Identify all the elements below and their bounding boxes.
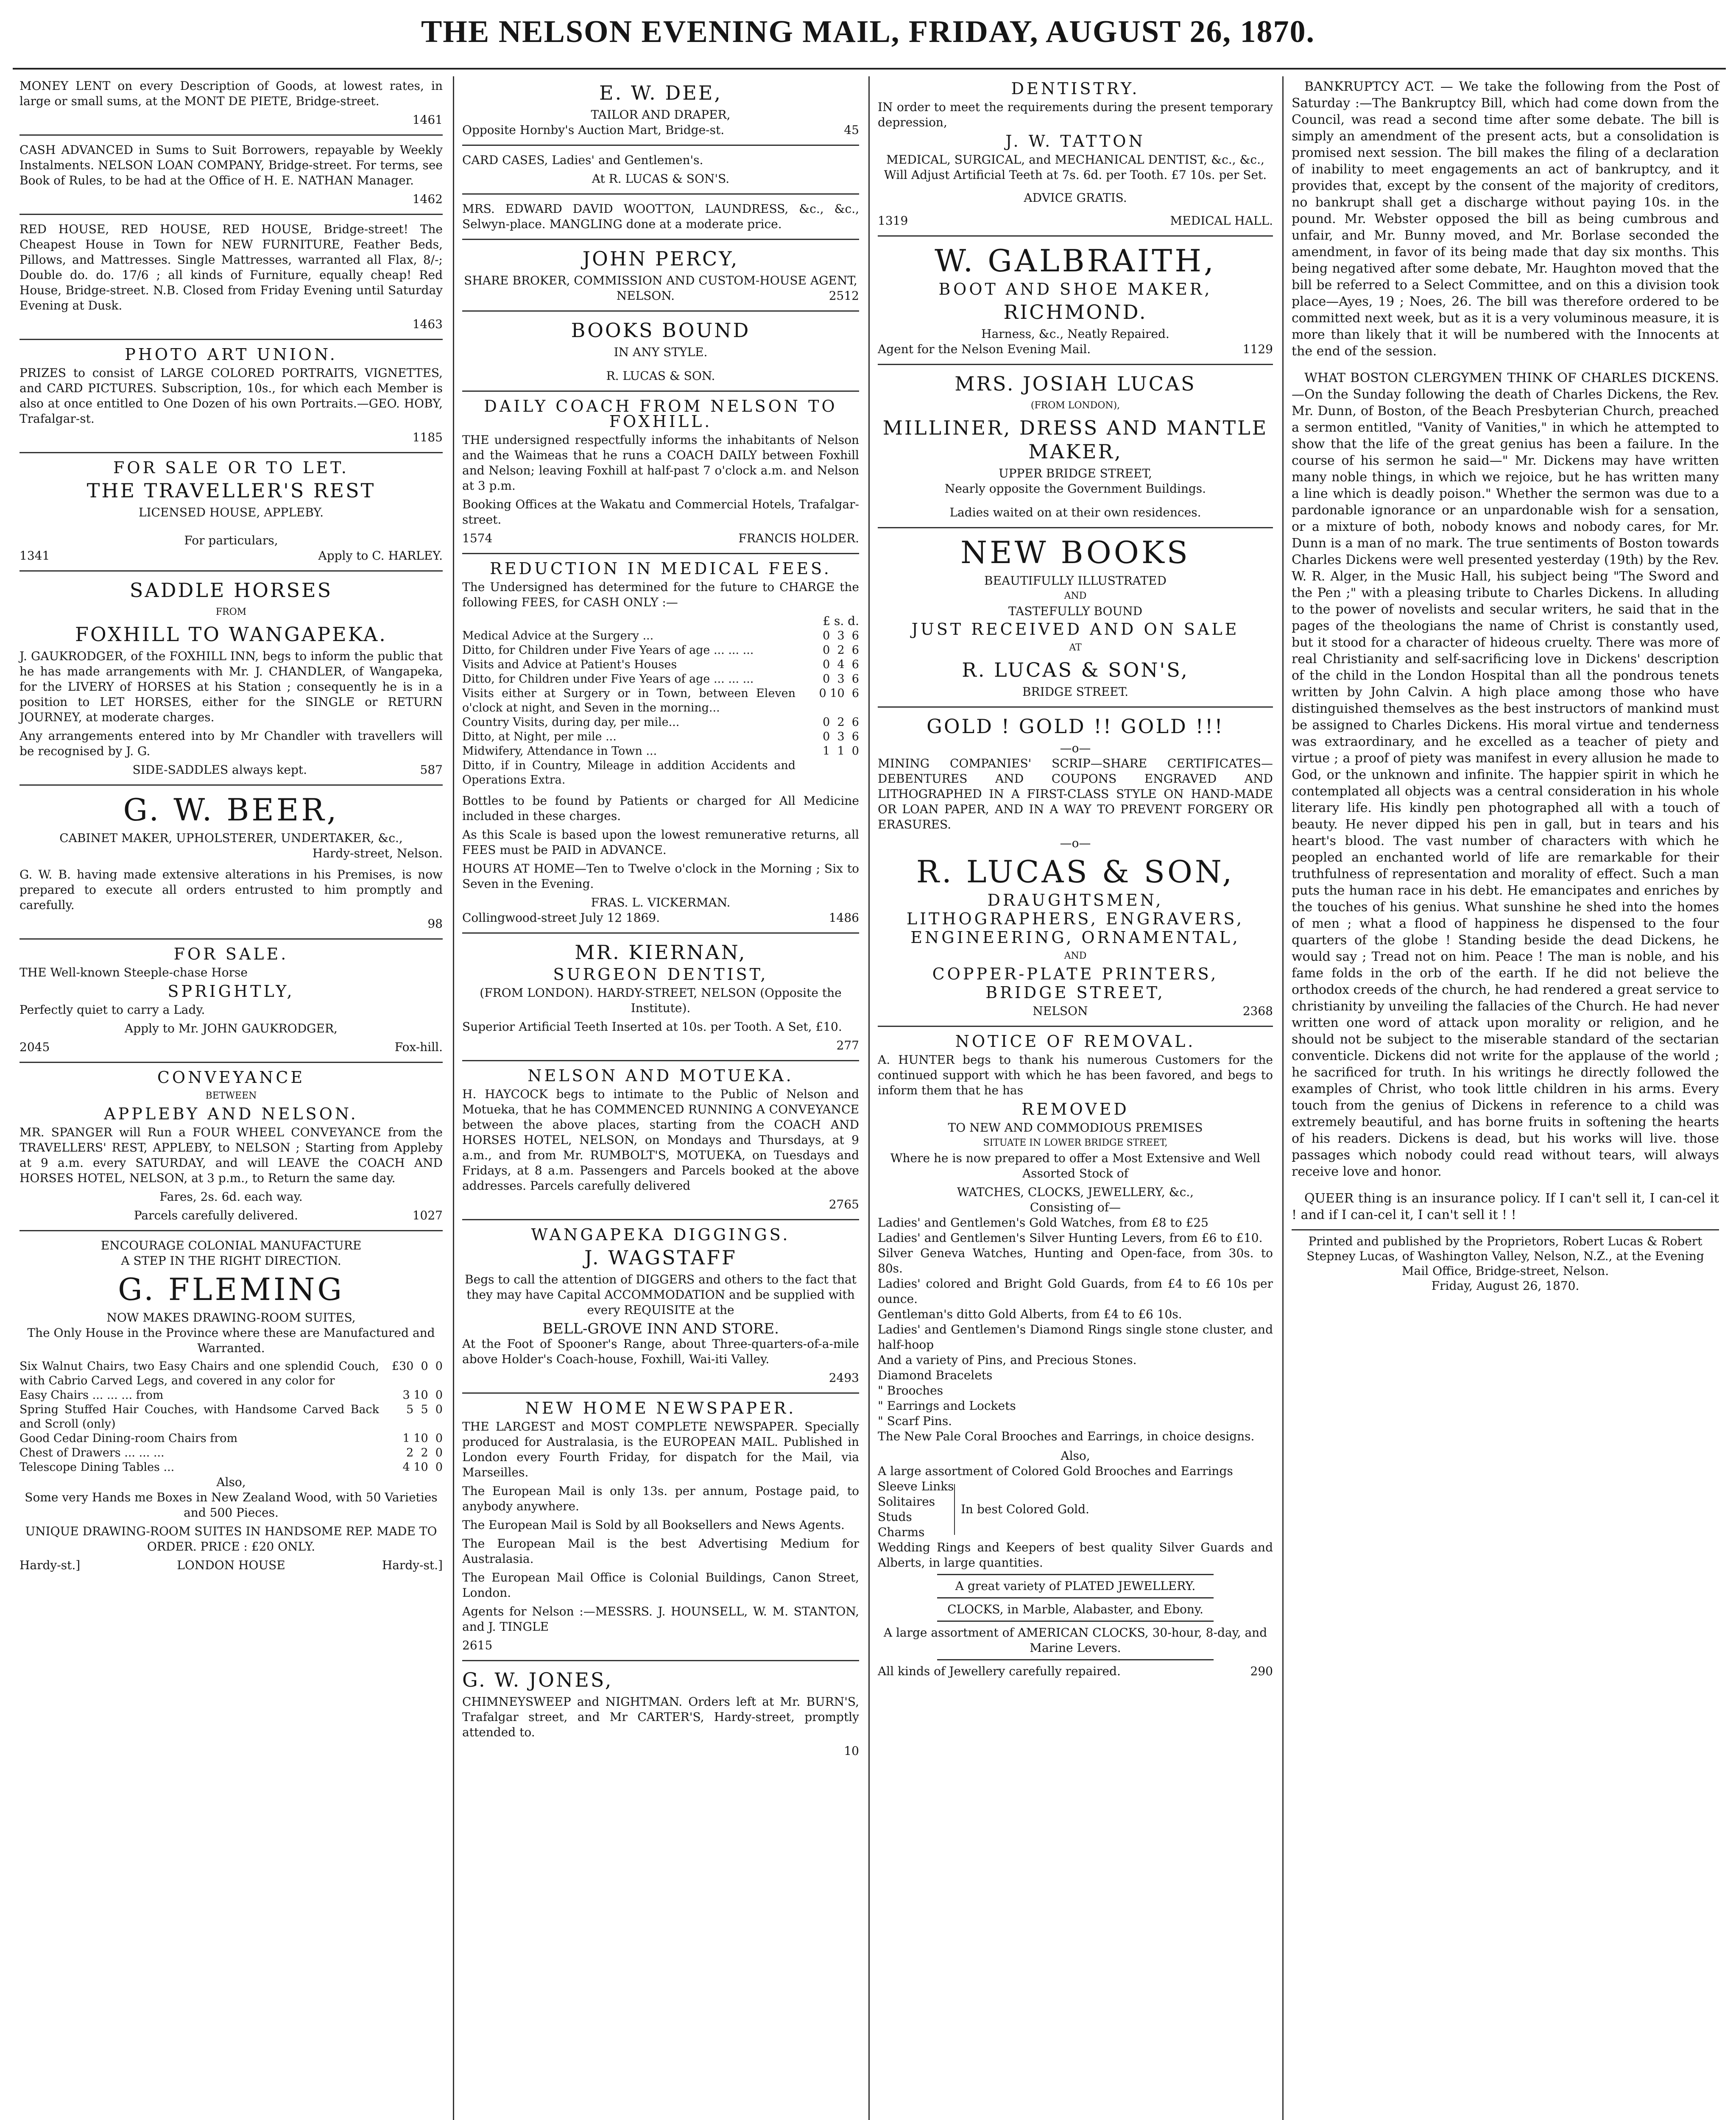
ad-saddle-horses: SADDLE HORSES FROM FOXHILL TO WANGAPEKA. J. GAUKRODGER, of the FOXHILL INN, begs to inform the public that he has made arrangements with Mr. J. CHANDLER, of Wangapeka, for the LIVERY of HORSES at his Station ; consequently he is in a position to LET HORSES, either for the SINGLE or RETURN JOURNEY, at moderate charges. Any arrangements entered into by Mr Chandler with travellers will be recognised by J. G. SIDE-SADDLES always kept. 587 (20, 579, 443, 777)
divider (20, 134, 443, 136)
page-title: THE NELSON EVENING MAIL, FRIDAY, AUGUST 26, 1870. (421, 14, 1315, 49)
divider (20, 1230, 443, 1231)
ad-heading: FOR SALE. (173, 945, 289, 963)
divider (20, 570, 443, 572)
list-item: Diamond Bracelets (878, 1368, 993, 1382)
column-divider (1282, 76, 1284, 2120)
news-paragraph-insurance: QUEER thing is an insurance policy. If I can't sell it, I can-cel it ! and if I can-cel it, I can't sell it ! ! (1292, 1191, 1719, 1222)
table-row: Ditto, for Children under Five Years of age ... ... ... 0 2 6 (462, 644, 859, 657)
column-4 (1285, 78, 1726, 2120)
ad-books-bound: BOOKS BOUND IN ANY STYLE. R. LUCAS & SON. (571, 319, 751, 383)
ad-cash-advanced: CASH ADVANCED in Sums to Suit Borrowers, repayable by Weekly Instalments. NELSON LOAN COMPANY, Bridge-street. For terms, see Book of Rules, to be had at the Office of H. E. NATHAN Manager. 1462 (20, 143, 443, 206)
ad-notice-of-removal: NOTICE OF REMOVAL. A. HUNTER begs to thank his numerous Customers for the continued support with which he has been favored, and begs to inform them that he has REMOVED TO NEW AND COMMODIOUS PREMISES SITUATE IN LOWER BRIDGE STREET, Where he is now prepared to offer a Most Extensive and Well Assorted Stock of WATCHES, CLOCKS, JEWELLERY, &c., Consisting of— Ladies' and Gentlemen's Gold Watches, from £8 to £25 Ladies' and Gentlemen's Silver Hunting Levers, from £6 to £10. Silver Geneva Watches, Hunting and Open-face, from 30s. to 80s. Ladies' colored and Bright Gold Guards, from £4 to £6 10s per ounce. Gentleman's ditto Gold Alberts, from £4 to £6 10s. Ladies' and Gentlemen's Diamond Rings single stone cluster, and half-hoop And a variety of Pins, and Precious Stones. Diamond Bracelets " Brooches " Earrings and Lockets " Scarf Pins. The New Pale Coral Brooches and Earrings, in choice designs. Also, A large assortment of Colored Gold Brooches and Earrings Sleeve Links Solitaires Studs Charms In best Colored Gold. Wedding Rings and Keepers of best quality Silver Guards and Alberts, in large quantities. A great variety of PLATED JEWELLERY. CLOCKS, in Marble, Alabaster, and Ebony. A large assortment of AMERICAN CLOCKS, 30-hour, 8-day, and Marine Levers. All kinds of Jewellery carefully repaired. 290 (878, 1032, 1273, 1678)
divider (462, 553, 859, 554)
list-item: Gentleman's ditto Gold Alberts, from £4 to £6 10s. (878, 1307, 1182, 1321)
list-item: Ladies' and Gentlemen's Diamond Rings single stone cluster, and half-hoop (878, 1322, 1273, 1352)
ad-photo-art-union: PHOTO ART UNION. PRIZES to consist of LARGE COLORED PORTRAITS, VIGNETTES, and CARD PICTURES. Subscription, 10s., for which each Member is also at once entitled to One Dozen of his own Portraits.—GEO. HOBY, Trafalgar-st. 1185 (20, 345, 443, 444)
list-item: " Earrings and Lockets (878, 1399, 1016, 1413)
list-item: Ladies' colored and Bright Gold Guards, from £4 to £6 10s per ounce. (878, 1277, 1273, 1306)
divider (462, 1660, 859, 1661)
table-row: Visits either at Surgery or in Town, between Eleven o'clock at night, and Seven in the morning... 0 10 6 (462, 687, 859, 714)
news-paragraph-bankruptcy: BANKRUPTCY ACT. — We take the following from the Post of Saturday :—The Bankruptcy Bill, which had come down from the Council, was read a second time after some debate. The bill is simply an amendment of the present acts, but a consolidation is promised next session. The bill makes the filing of a declaration of inability to meet engagements an act of bankruptcy, and it provides that, except by the consent of the majority of creditors, no bankrupt shall get a discharge without paying 10s. in the pound. Mr. Webster opposed the bill as being cumbrous and unfair, and Mr. Bunny moved, and Mr. Borlase seconded the amendment, in favor of its being made that day six months. This being negatived after some debate, Mr. Haughton moved that the bill be referred to a Select Committee, and on this a division took place—Ayes, 19 ; Noes, 26. The bill was therefore ordered to be committed next week, but as it is a very voluminous measure, it is more than likely that it will be numbered with the Innocents at the end of the session. (1292, 79, 1719, 359)
divider (20, 339, 443, 340)
table-row: Ditto, for Children under Five Years of age ... ... ... 0 3 6 (462, 672, 859, 686)
divider (20, 784, 443, 786)
ad-sprightly: FOR SALE. THE Well-known Steeple-chase Horse SPRIGHTLY, Perfectly quiet to carry a Lady. Apply to Mr. JOHN GAUKRODGER, 2045 Fox-hill. (20, 945, 443, 1054)
masthead-rule (13, 68, 1726, 70)
ad-card-cases: CARD CASES, Ladies' and Gentlemen's. At R. LUCAS & SON'S. (462, 153, 730, 186)
ad-travellers-rest: FOR SALE OR TO LET. THE TRAVELLER'S REST LICENSED HOUSE, APPLEBY. For particulars, 1341 Apply to C. HARLEY. (20, 458, 443, 563)
divider (878, 364, 1273, 365)
divider (878, 1026, 1273, 1027)
ad-beer: G. W. BEER, CABINET MAKER, UPHOLSTERER, UNDERTAKER, &c., Hardy-street, Nelson. G. W. B. having made extensive alterations in his Premises, is now prepared to execute all orders entrusted to him promptly and carefully. 98 (20, 792, 443, 931)
table-row: Visits and Advice at Patient's Houses 0 4 6 (462, 658, 859, 671)
table-row: Chest of Drawers ... ... ... 2 2 0 (20, 1446, 443, 1459)
divider (462, 145, 859, 146)
ad-heading: NEW HOME NEWSPAPER. (525, 1399, 796, 1417)
list-item: " Brooches (878, 1384, 943, 1398)
ad-new-home-newspaper: NEW HOME NEWSPAPER. THE LARGEST and MOST COMPLETE NEWSPAPER. Specially produced for Australasia, is the EUROPEAN MAIL. Published in London every Fourth Friday, for dispatch for the Mail, via Marseilles. The European Mail is only 13s. per annum, Postage paid, to anybody anywhere. The European Mail is Sold by all Booksellers and News Agents. The European Mail is the best Advertising Medium for Australasia. The European Mail Office is Colonial Buildings, Canon Street, London. Agents for Nelson :—MESSRS. J. HOUNSELL, W. M. STANTON, and J. TINGLE 2615 (462, 1399, 859, 1652)
column-divider (868, 76, 870, 2120)
ad-red-house: RED HOUSE, RED HOUSE, RED HOUSE, Bridge-street! The Cheapest House in Town for NEW FURNITURE, Feather Beds, Pillows, and Mattresses. Single Mattresses, warranted all Flax, 8/-; Double do. do. 17/6 ; all kinds of Furniture, equally cheap! Red House, Bridge-street. N.B. Closed from Friday Evening until Saturday Evening at Dusk. 1463 (20, 222, 443, 331)
ad-heading: FOR SALE OR TO LET. (113, 458, 349, 477)
column-1 (13, 78, 449, 2120)
table-row: Telescope Dining Tables ... 4 10 0 (20, 1461, 443, 1474)
divider (462, 1060, 859, 1061)
table-row: Spring Stuffed Hair Couches, with Handsome Carved Back and Scroll (only) 5 5 0 (20, 1403, 443, 1431)
list-item: Ladies' and Gentlemen's Silver Hunting Levers, from £6 to £10. (878, 1231, 1263, 1245)
list-item: Ladies' and Gentlemen's Gold Watches, from £8 to £25 (878, 1216, 1209, 1230)
divider (878, 235, 1273, 237)
table-row: Ditto, if in Country, Mileage in addition Accidents and Operations Extra. (462, 759, 795, 787)
list-item: And a variety of Pins, and Precious Stones. (878, 1353, 1137, 1367)
table-row: Easy Chairs ... ... ... from 3 10 0 (20, 1389, 443, 1402)
ad-kiernan: MR. KIERNAN, SURGEON DENTIST, (FROM LONDON). HARDY-STREET, NELSON (Opposite the Institute). Superior Artificial Teeth Inserted at 10s. per Tooth. A Set, £10. 277 (462, 941, 859, 1052)
news-column (1292, 78, 1719, 1223)
divider (878, 527, 1273, 528)
ad-heading: NOTICE OF REMOVAL. (955, 1032, 1196, 1051)
ad-gold: GOLD ! GOLD !! GOLD !!! —o— MINING COMPANIES' SCRIP—SHARE CERTIFICATES—DEBENTURES AND COUPONS ENGRAVED AND LITHOGRAPHED IN A FIRST-CLASS STYLE ON HAND-MADE OR LOAN PAPER, AND IN A WAY TO PREVENT FORGERY OR ERASURES. —o— R. LUCAS & SON, DRAUGHTSMEN, LITHOGRAPHERS, ENGRAVERS, ENGINEERING, ORNAMENTAL, AND COPPER-PLATE PRINTERS, BRIDGE STREET, NELSON 2368 (878, 715, 1273, 1018)
divider (462, 310, 859, 312)
table-row: Good Cedar Dining-room Chairs from 1 10 0 (20, 1432, 443, 1445)
ad-percy: JOHN PERCY, SHARE BROKER, COMMISSION AND CUSTOM-HOUSE AGENT, NELSON. 2512 (464, 247, 859, 303)
column-3 (871, 78, 1280, 2120)
table-row: Midwifery, Attendance in Town ... 1 1 0 (462, 745, 859, 758)
ad-heading: NELSON AND MOTUEKA. (527, 1066, 794, 1085)
news-paragraph-dickens: WHAT BOSTON CLERGYMEN THINK OF CHARLES DICKENS.—On the Sunday following the death of Charles Dickens, the Rev. Mr. Dunn, of Boston, of the Beach Presbyterian Church, preached a sermon entitled, "Vanity of Vanities," in which he attempted to show that the life of the great genius has been a failure. In the course of his sermon he said—" Mr. Dickens may have written many noble things, in which we rejoice, but he has written many a line which is deadly poison." Whether the sermon was due to a pardonable ignorance or an unpardonable wish for a sensation, or a mixture of both, nobody knows and nobody cares, for Mr. Dunn is a man of no mark. The true sentiments of Boston towards Charles Dickens were well presented yesterday (19th) by the Rev. W. R. Alger, in the Music Hall, his subject being "The Sword and the Pen ;" with a pleasing tribute to Charles Dickens. In alluding to the power of novelists and secular writers, he said that in the pages of the theologians the name of Christ is constantly used, but it stood for a character of hideous cruelty. There was more of real Christianity and self-sacrificing love in Dickens' description of the child in the London Hospital than all the pondrous tenets written by John Calvin. A high place among those who have distinguished themselves as the best instructors of mankind must be assigned to Charles Dickens. His moral virtue and tenderness was extraordinary, and he excelled as a teacher of piety and virtue ; a proof of piety was manifest in every allusion he made to God, or the unknown and infinite. The happier spirit in which he contemplated all objects was a central consideration in his whole literary life. His kindly pen photographed all with a touch of beauty. He never dipped his pen in gall, but in tears and his heart's blood. The vast number of characters with which he peopled an enchanted world of life are remarkable for their truthfulness of representation and morality of effect. Such a man puts the human race in his debt. He emancipates and enriches by the touches of his genius. What sunshine he shed into the homes of men ; what a flood of happiness he dispensed to the four quarters of the globe ! Standing beside the dead Dickens, he would say ; Tread not on him. Peace ! The man is noble, and his fame folds in the orb of the earth. If he did not believe the orthodox creeds of the church, he had rendered a great service to christianity by unveiling the fallacies of the Church. He had never written one word of attack upon morality or religion, and he should not be subject to the miserable standard of the sectarian conventicle. Dickens did not write for the applause of the world ; he sacrificed for truth. In his writings he directly followed the examples of Christ, who took little children in his arms. Every touch from the genius of Dickens in reference to a child was extremely beautiful, and has borne fruits in softening the hearts of his readers. Dickens is dead, but his works will live. those passages which nobody could read without tears, will always receive love and honor. (1292, 371, 1719, 1179)
fees-table (462, 629, 859, 787)
column-2 (455, 78, 866, 2120)
list-item: Silver Geneva Watches, Hunting and Open-face, from 30s. to 80s. (878, 1246, 1273, 1275)
ad-heading: DAILY COACH FROM NELSON TO FOXHILL. (484, 397, 837, 431)
divider (878, 706, 1273, 708)
table-row: Country Visits, during day, per mile... 0 2 6 (462, 716, 859, 729)
ad-galbraith: W. GALBRAITH, BOOT AND SHOE MAKER, RICHMOND. Harness, &c., Neatly Repaired. Agent for the Nelson Evening Mail. 1129 (878, 243, 1273, 356)
divider (462, 193, 859, 195)
ad-jones: G. W. JONES, CHIMNEYSWEEP and NIGHTMAN. Orders left at Mr. BURN'S, Trafalgar street, and Mr CARTER'S, Hardy-street, promptly attended to. 10 (462, 1668, 859, 1758)
ad-conveyance: CONVEYANCE BETWEEN APPLEBY AND NELSON. MR. SPANGER will Run a FOUR WHEEL CONVEYANCE from the TRAVELLERS' REST, APPLEBY, to NELSON ; Starting from Appleby at 9 a.m. every SATURDAY, and will LEAVE the COACH AND HORSES HOTEL, NELSON, at 3 p.m., to Return the same day. Fares, 2s. 6d. each way. Parcels carefully delivered. 1027 (20, 1068, 443, 1222)
divider (462, 1219, 859, 1220)
divider (462, 391, 859, 392)
ad-money-lent: MONEY LENT on every Description of Goods, at lowest rates, in large or small sums, at the MONT DE PIETE, Bridge-street. 1461 (20, 79, 443, 127)
ad-heading: REDUCTION IN MEDICAL FEES. (490, 559, 832, 578)
ad-new-books: NEW BOOKS BEAUTIFULLY ILLUSTRATED AND TASTEFULLY BOUND JUST RECEIVED AND ON SALE AT R. LUCAS & SON'S, BRIDGE STREET. (911, 535, 1239, 699)
divider (20, 938, 443, 940)
ad-daily-coach: DAILY COACH FROM NELSON TO FOXHILL. THE undersigned respectfully informs the inhabitants of Nelson and the Waimeas that he runs a COACH DAILY between Foxhill and Nelson; leaving Foxhill at half-past 7 o'clock a.m. and Nelson at 3 p.m. Booking Offices at the Wakatu and Commercial Hotels, Trafalgar-street. 1574 FRANCIS HOLDER. (462, 397, 859, 545)
column-divider (453, 76, 454, 2120)
divider (20, 214, 443, 215)
ad-dentistry: DENTISTRY. IN order to meet the requirements during the present temporary depression, J. W. TATTON MEDICAL, SURGICAL, and MECHANICAL DENTIST, &c., &c., Will Adjust Artificial Teeth at 7s. 6d. per Tooth. £7 10s. per Set. ADVICE GRATIS. 1319 MEDICAL HALL. (878, 79, 1273, 228)
imprint: Printed and published by the Proprietors, Robert Lucas & Robert Stepney Lucas, of Washington Valley, Nelson, N.Z., at the Evening Mail Office, Bridge-street, Nelson. Friday, August 26, 1870. (1292, 1229, 1719, 1293)
masthead (0, 0, 1736, 64)
price-table (20, 1359, 443, 1475)
divider (20, 452, 443, 453)
ad-medical-fees: REDUCTION IN MEDICAL FEES. The Undersigned has determined for the future to CHARGE the following FEES, for CASH ONLY :— £ s. d. Medical Advice at the Surgery ... 0 3 6 Ditto, for Children under Five Years of age ... ... ... 0 2 6 Visits and Advice at Patient's Houses 0 4 6 Ditto, for Children under Five Years of age ... ... ... 0 3 6 Visits either at Surgery or in Town, between Eleven o'clock at night, and Seven in the morning... 0 10 6 Country Visits, during day, per mile... 0 2 6 Ditto, at Night, per mile ... 0 3 6 Midwifery, Attendance in Town ... 1 1 0 Ditto, if in Country, Mileage in addition Accidents and Operations Extra. Bottles to be found by Patients or charged for All Medicine included in these charges. As this Scale is based upon the lowest remunerative returns, all FEES must be PAID in ADVANCE. HOURS AT HOME—Ten to Twelve o'clock in the Morning ; Six to Seven in the Evening. FRAS. L. VICKERMAN. Collingwood-street July 12 1869. 1486 (462, 559, 859, 925)
ad-heading: PHOTO ART UNION. (125, 345, 338, 364)
ad-wangapeka: WANGAPEKA DIGGINGS. J. WAGSTAFF Begs to call the attention of DIGGERS and others to the fact that they may have Capital ACCOMMODATION and be supplied with every REQUISITE at the BELL-GROVE INN AND STORE. At the Foot of Spooner's Range, about Three-quarters-of-a-mile above Holder's Coach-house, Foxhill, Wai-iti Valley. 2493 (462, 1225, 859, 1385)
divider (462, 932, 859, 934)
ad-wootton: MRS. EDWARD DAVID WOOTTON, LAUNDRESS, &c., &c., Selwyn-place. MANGLING done at a moderate price. (462, 202, 859, 231)
ad-motueka: NELSON AND MOTUEKA. H. HAYCOCK begs to intimate to the Public of Nelson and Motueka, that he has COMMENCED RUNNING A CONVEYANCE between the above places, starting from the COACH AND HORSES HOTEL, NELSON, on Mondays and Thursdays, at 9 a.m., and from Mr. RUMBOLT'S, MOTUEKA, on Tuesdays and Fridays, at 8 a.m. Passengers and Parcels booked at the above addresses. Parcels carefully delivered 2765 (462, 1066, 859, 1211)
list-item: The New Pale Coral Brooches and Earrings, in choice designs. (878, 1429, 1255, 1443)
table-row: Six Walnut Chairs, two Easy Chairs and one splendid Couch, with Cabrio Carved Legs, and covered in any color for £30 0 0 (20, 1360, 443, 1387)
ad-fleming: ENCOURAGE COLONIAL MANUFACTURE A STEP IN THE RIGHT DIRECTION. G. FLEMING NOW MAKES DRAWING-ROOM SUITES, The Only House in the Province where these are Manufactured and Warranted. Six Walnut Chairs, two Easy Chairs and one splendid Couch, with Cabrio Carved Legs, and covered in any color for £30 0 0 Easy Chairs ... ... ... from 3 10 0 Spring Stuffed Hair Couches, with Handsome Carved Back and Scroll (only) 5 5 0 Good Cedar Dining-room Chairs from 1 10 0 Chest of Drawers ... ... ... 2 2 0 Telescope Dining Tables ... 4 10 0 Also, Some very Hands me Boxes in New Zealand Wood, with 50 Varieties and 500 Pieces. UNIQUE DRAWING-ROOM SUITES IN HANDSOME REP. MADE TO ORDER. PRICE : £20 ONLY. Hardy-st.] LONDON HOUSE Hardy-st.] (20, 1239, 443, 1572)
divider (462, 239, 859, 240)
ad-heading: WANGAPEKA DIGGINGS. (531, 1225, 790, 1244)
ad-heading: DENTISTRY. (1011, 79, 1140, 98)
table-row: Ditto, at Night, per mile ... 0 3 6 (462, 730, 859, 743)
list-item: " Scarf Pins. (878, 1414, 952, 1428)
ad-dee: E. W. DEE, TAILOR AND DRAPER, Opposite Hornby's Auction Mart, Bridge-st. 45 (462, 81, 859, 137)
divider (462, 1392, 859, 1394)
ad-mrs-lucas: MRS. JOSIAH LUCAS (FROM LONDON), MILLINER, DRESS AND MANTLE MAKER, UPPER BRIDGE STREET, Nearly opposite the Government Buildings. Ladies waited on at their own residences. (882, 372, 1268, 519)
table-row: Medical Advice at the Surgery ... 0 3 6 (462, 629, 859, 642)
divider (20, 1062, 443, 1063)
